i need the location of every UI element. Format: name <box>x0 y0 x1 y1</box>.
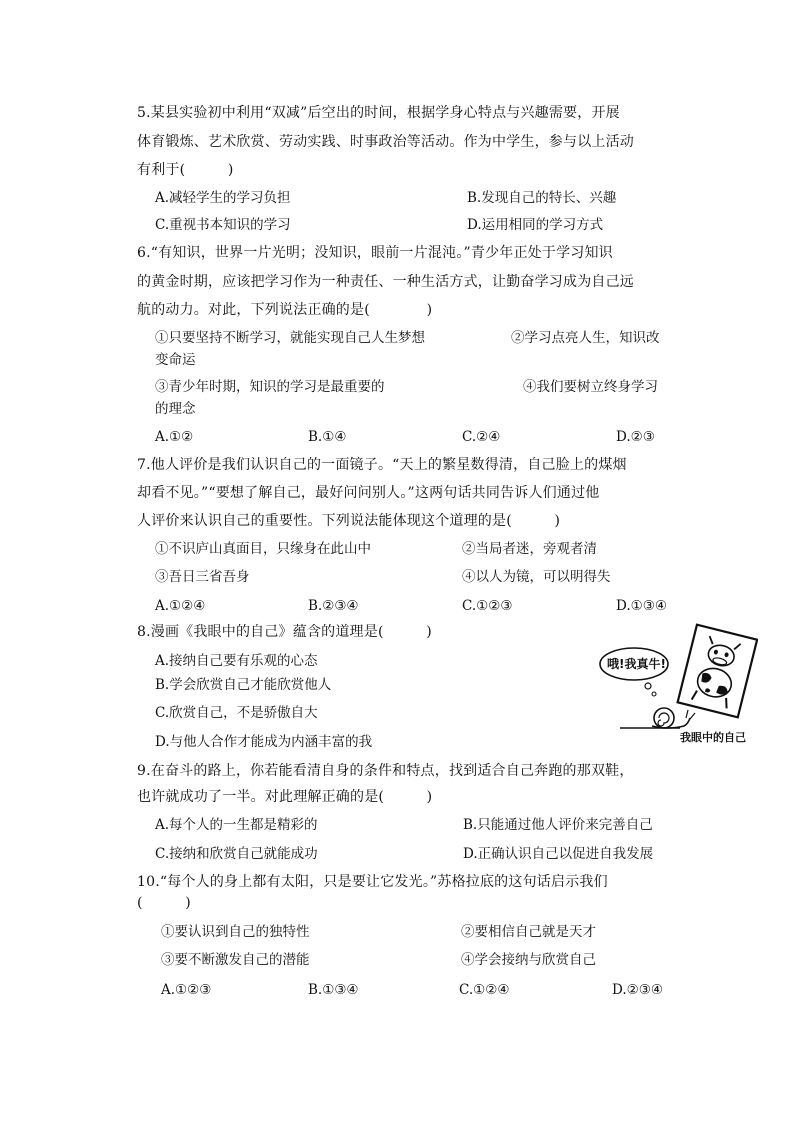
q7-stem-line-3: 人评价来认识自己的重要性。下列说法能体现这个道理的是( ) <box>137 513 561 529</box>
q7-statement-3: ③吾日三省吾身 <box>155 569 250 585</box>
q9-stem-line-2: 也许就成功了一半。对此理解正确的是( ) <box>137 789 433 805</box>
q5-stem-line-3: 有利于( ) <box>137 162 234 178</box>
q7-option-c: C.①②③ <box>462 598 513 614</box>
q6-statement-4: ④我们要树立终身学习 <box>523 379 658 395</box>
q10-statement-3: ③要不断激发自己的潜能 <box>161 952 310 968</box>
q10-option-c: C.①②④ <box>459 982 510 998</box>
q5-option-c: C.重视书本知识的学习 <box>155 217 291 233</box>
q5-option-a: A.减轻学生的学习负担 <box>155 190 291 206</box>
q5-stem-line-2: 体育锻炼、艺术欣赏、劳动实践、时事政治等活动。作为中学生，参与以上活动 <box>137 134 634 150</box>
q6-statement-2: ②学习点亮人生，知识改 <box>511 330 660 346</box>
q5-option-d: D.运用相同的学习方式 <box>467 217 604 233</box>
q8-option-c: C.欣赏自己，不是骄傲自大 <box>155 705 318 721</box>
q7-stem-line-2: 却看不见。”“要想了解自己，最好问问别人。”这两句话共同告诉人们通过他 <box>137 485 600 501</box>
q6-stem-line-3: 航的动力。对此，下列说法正确的是( ) <box>137 302 433 318</box>
q10-stem-line-1: 10.“每个人的身上都有太阳，只是要让它发光。”苏格拉底的这句话启示我们 <box>137 874 608 890</box>
q6-statement-4-cont: 的理念 <box>155 401 196 417</box>
q6-option-a: A.①② <box>155 429 194 445</box>
q6-stem-line-1: 6.“有知识，世界一片光明；没知识，眼前一片混沌。”青少年正处于学习知识 <box>137 245 613 261</box>
q8-stem: 8.漫画《我眼中的自己》蕴含的道理是( ) <box>137 624 432 640</box>
q9-option-b: B.只能通过他人评价来完善自己 <box>463 817 653 833</box>
q10-stem-line-2: ( ) <box>137 895 191 911</box>
q10-statement-2: ②要相信自己就是天才 <box>461 924 596 940</box>
q8-option-b: B.学会欣赏自己才能欣赏他人 <box>155 677 332 693</box>
picture-frame <box>678 625 758 718</box>
q5-option-b: B.发现自己的特长、兴趣 <box>467 190 617 206</box>
q7-option-a: A.①②④ <box>155 598 206 614</box>
q10-option-a: A.①②③ <box>161 982 212 998</box>
q5-stem-line-1: 5.某县实验初中利用“双减”后空出的时间，根据学身心特点与兴趣需要，开展 <box>137 105 620 121</box>
q7-statement-2: ②当局者迷，旁观者清 <box>462 541 597 557</box>
q8-option-a: A.接纳自己要有乐观的心态 <box>155 653 318 669</box>
q7-stem-line-1: 7.他人评价是我们认识自己的一面镜子。“天上的繁星数得清，自己脸上的煤烟 <box>137 457 627 473</box>
cartoon-caption: 我眼中的自己 <box>680 731 746 744</box>
q6-option-b: B.①④ <box>308 429 347 445</box>
q9-option-d: D.正确认识自己以促进自我发展 <box>463 846 654 862</box>
q9-stem-line-1: 9.在奋斗的路上，你若能看清自身的条件和特点，找到适合自己奔跑的那双鞋， <box>137 763 634 779</box>
q9-option-a: A.每个人的一生都是精彩的 <box>155 817 318 833</box>
q10-statement-4: ④学会接纳与欣赏自己 <box>461 952 596 968</box>
q6-option-d: D.②③ <box>616 429 655 445</box>
q7-statement-1: ①不识庐山真面目，只缘身在此山中 <box>155 541 371 557</box>
snail-icon <box>652 708 695 728</box>
q7-option-d: D.①③④ <box>616 598 667 614</box>
q6-statement-1: ①只要坚持不断学习，就能实现自己人生梦想 <box>155 330 425 346</box>
q10-option-b: B.①③④ <box>308 982 359 998</box>
q6-statement-2-cont: 变命运 <box>155 352 196 368</box>
q6-stem-line-2: 的黄金时期，应该把学习作为一种责任、一种生活方式，让勤奋学习成为自己远 <box>137 274 634 290</box>
q6-option-c: C.②④ <box>462 429 501 445</box>
q6-statement-3: ③青少年时期，知识的学习是最重要的 <box>155 379 385 395</box>
q9-option-c: C.接纳和欣赏自己就能成功 <box>155 846 318 862</box>
q7-option-b: B.②③④ <box>308 598 359 614</box>
q8-option-d: D.与他人合作才能成为内涵丰富的我 <box>155 734 373 750</box>
q10-option-d: D.②③④ <box>612 982 663 998</box>
q7-statement-4: ④以人为镜，可以明得失 <box>462 569 611 585</box>
cartoon-bubble-text: 哦!我真牛! <box>607 657 666 671</box>
q10-statement-1: ①要认识到自己的独特性 <box>161 924 310 940</box>
